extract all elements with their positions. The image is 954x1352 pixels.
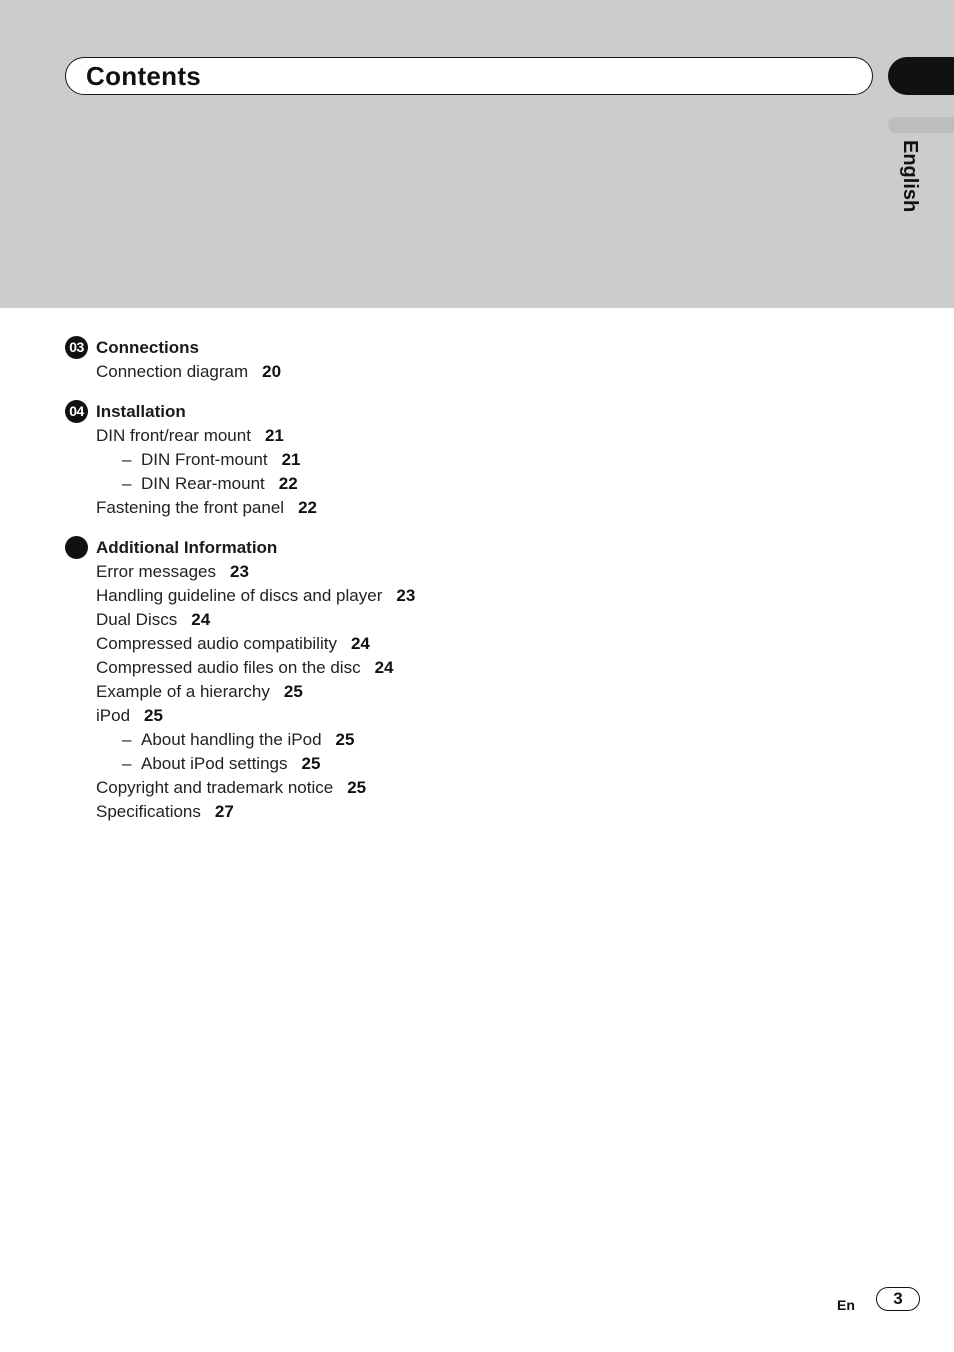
- contents-title-box: [65, 57, 873, 95]
- entry-label: About iPod settings: [141, 754, 288, 773]
- entry-page-number: 20: [262, 362, 282, 381]
- entry-label: Compressed audio files on the disc: [96, 658, 361, 677]
- entry-label: DIN Rear-mount: [141, 474, 265, 493]
- entry-label: Example of a hierarchy: [96, 682, 270, 701]
- entry-label: DIN Front-mount: [141, 450, 268, 469]
- footer-language-code: En: [837, 1297, 855, 1313]
- entry-page-number: 25: [301, 754, 321, 773]
- entry-page-number: 22: [298, 498, 317, 517]
- toc-entry[interactable]: [65, 608, 415, 632]
- section-title[interactable]: Additional Information: [96, 538, 278, 557]
- entry-page-number: 25: [335, 730, 355, 749]
- entry-page-number: 25: [283, 682, 303, 701]
- toc-entry[interactable]: [65, 496, 317, 520]
- entry-label: Connection diagram: [96, 362, 249, 381]
- section-header: [65, 400, 317, 424]
- header-band: [0, 0, 954, 308]
- entry-page-number: 21: [281, 450, 301, 469]
- entry-page-number: 25: [347, 778, 367, 797]
- toc-subentry[interactable]: [65, 472, 317, 496]
- toc-entry[interactable]: [65, 680, 415, 704]
- toc-entry[interactable]: [65, 560, 415, 584]
- language-tab-label: English: [899, 140, 921, 213]
- section-title[interactable]: Connections: [96, 338, 199, 357]
- entry-page-number: 23: [229, 562, 249, 581]
- toc-subentry[interactable]: [65, 448, 317, 472]
- chapter-badge: 03: [65, 336, 88, 359]
- black-edge-tab: [888, 57, 954, 95]
- entry-page-number: 25: [144, 706, 163, 725]
- entry-page-number: 24: [191, 610, 211, 629]
- footer-page-number: 3: [876, 1287, 920, 1311]
- page-title: Contents: [86, 61, 202, 91]
- entry-label: iPod: [96, 706, 131, 725]
- toc-section-additional-information: [65, 536, 415, 824]
- chapter-badge: [65, 536, 88, 559]
- entry-page-number: 22: [278, 474, 298, 493]
- entry-label: Specifications: [96, 802, 201, 821]
- toc-section-installation: [65, 400, 317, 520]
- gray-edge-tab: [888, 117, 954, 133]
- toc-entry[interactable]: [65, 632, 415, 656]
- section-header: [65, 336, 281, 360]
- entry-page-number: 24: [350, 634, 370, 653]
- entry-label: Compressed audio compatibility: [96, 634, 337, 653]
- entry-page-number: 21: [264, 426, 284, 445]
- entry-label: Copyright and trademark notice: [96, 778, 334, 797]
- subentry-dash: –: [122, 730, 132, 749]
- toc-subentry[interactable]: [65, 752, 415, 776]
- entry-label: DIN front/rear mount: [96, 426, 251, 445]
- subentry-dash: –: [122, 474, 132, 493]
- entry-label: Handling guideline of discs and player: [96, 586, 383, 605]
- toc-entry[interactable]: [65, 584, 415, 608]
- toc-section-connections: [65, 336, 281, 384]
- entry-label: Dual Discs: [96, 610, 178, 629]
- toc-entry[interactable]: [65, 704, 415, 728]
- toc-entry[interactable]: [65, 776, 415, 800]
- toc-entry[interactable]: [65, 656, 415, 680]
- entry-page-number: 24: [374, 658, 394, 677]
- subentry-dash: –: [122, 754, 132, 773]
- entry-page-number: 23: [396, 586, 416, 605]
- toc-entry[interactable]: [65, 424, 317, 448]
- entry-label: Error messages: [96, 562, 216, 581]
- chapter-badge: 04: [65, 400, 88, 423]
- subentry-dash: –: [122, 450, 132, 469]
- section-title[interactable]: Installation: [96, 402, 186, 421]
- toc-entry[interactable]: [65, 360, 281, 384]
- entry-page-number: 27: [214, 802, 234, 821]
- section-header: [65, 536, 415, 560]
- entry-label: About handling the iPod: [141, 730, 322, 749]
- toc-entry[interactable]: [65, 800, 415, 824]
- entry-label: Fastening the front panel: [96, 498, 285, 517]
- toc-subentry[interactable]: [65, 728, 415, 752]
